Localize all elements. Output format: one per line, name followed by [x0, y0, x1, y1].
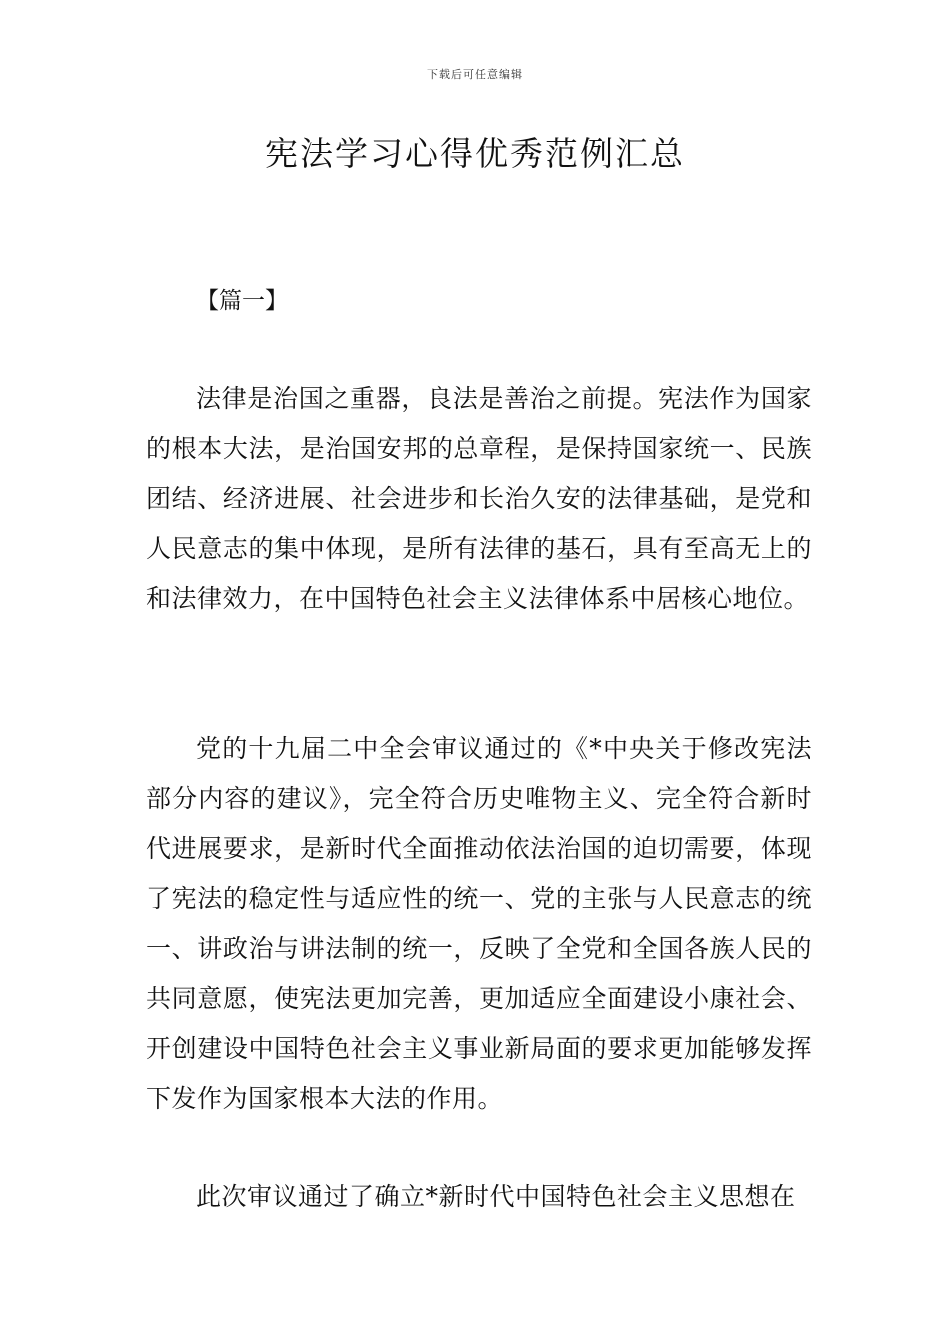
paragraph-1: 法律是治国之重器，良法是善治之前提。宪法作为国家的根本大法，是治国安邦的总章程，是保持国家统一、民族团结、经济进展、社会进步和长治久安的法律基础，是党和人民意志的集中体现，是所有法律的基石，具有至高无上的和法律效力，在中国特色社会主义法律体系中居核心地位。 — [146, 384, 812, 613]
document-title: 宪法学习心得优秀范例汇总 — [265, 134, 685, 173]
header-note: 下载后可任意编辑 — [427, 68, 523, 81]
paragraph-3: 此次审议通过了确立*新时代中国特色社会主义思想在 — [196, 1182, 796, 1211]
paragraph-2: 党的十九届二中全会审议通过的《*中央关于修改宪法部分内容的建议》，完全符合历史唯物主义、完全符合新时代进展要求，是新时代全面推动依法治国的迫切需要，体现了宪法的稳定性与适应性的统一、党的主张与人民意志的统一、讲政治与讲法制的统一，反映了全党和全国各族人民的共同意愿，使宪法更加完善，更加适应全面建设小康社会、开创建设中国特色社会主义事业新局面的要求更加能够发挥下发作为国家根本大法的作用。 — [146, 734, 812, 1113]
section-heading: 【篇一】 — [196, 288, 288, 314]
